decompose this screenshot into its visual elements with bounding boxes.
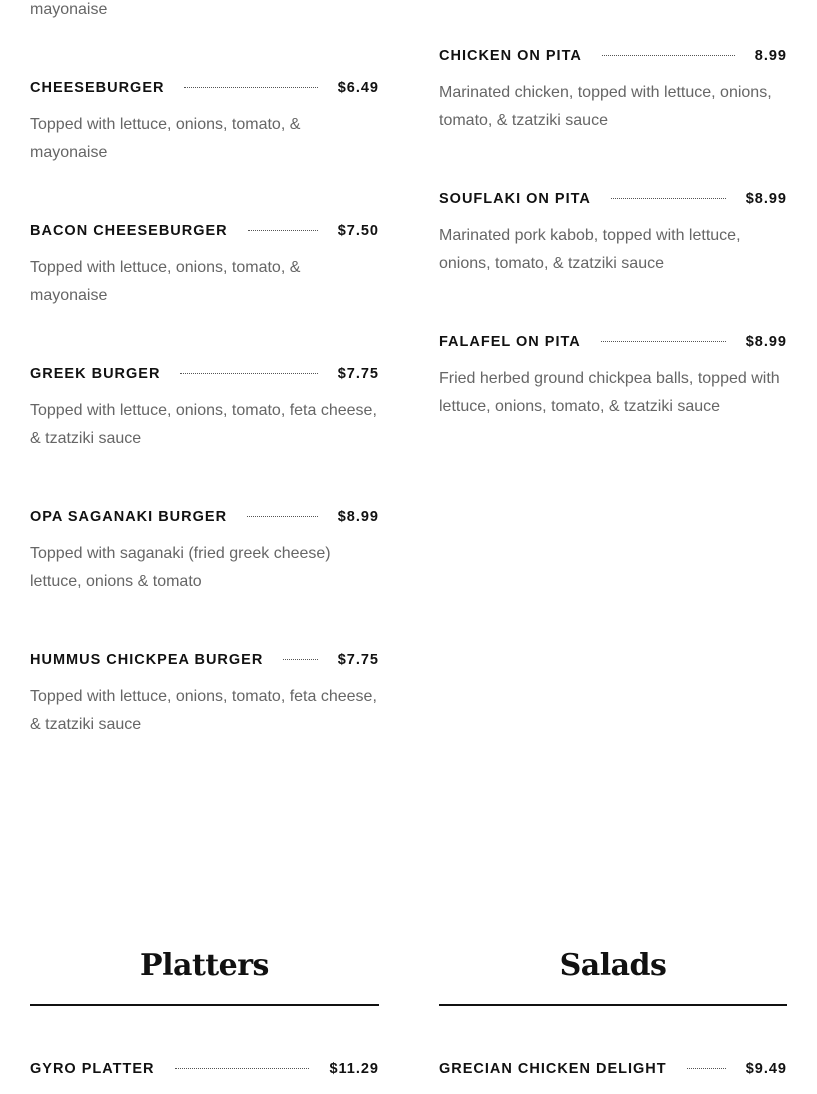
menu-item xyxy=(30,0,379,32)
menu-item-price: $8.99 xyxy=(337,509,379,525)
menu-item-description: Topped with lettuce, onions, tomato, & mayonaise xyxy=(30,259,301,304)
menu-item-price: $11.29 xyxy=(329,1061,379,1077)
menu-item-price: $7.75 xyxy=(337,652,379,668)
menu-item-description: Topped with lettuce, onions, tomato, & mayonaise xyxy=(30,116,301,161)
menu-item-description: Topped with saganaki (fried greek cheese) lettuce, onions & tomato xyxy=(30,545,331,590)
burgers-column xyxy=(30,0,379,747)
menu-item-name: GREEK BURGER xyxy=(30,366,161,382)
menu-item-price: $7.75 xyxy=(337,366,379,382)
dotted-leader xyxy=(247,516,318,517)
menu-item-description: Topped with lettuce, onions, tomato, feta cheese, & tzatziki sauce xyxy=(30,688,377,733)
dotted-leader xyxy=(180,373,317,374)
menu-item-name: CHEESEBURGER xyxy=(30,80,165,96)
dotted-leader xyxy=(601,341,726,342)
menu-item-price: $7.50 xyxy=(337,223,379,239)
dotted-leader xyxy=(687,1068,726,1069)
salads-divider xyxy=(439,1004,787,1006)
dotted-leader xyxy=(184,87,317,88)
platters-divider xyxy=(30,1004,379,1006)
menu-item-name: SOUFLAKI ON PITA xyxy=(439,191,591,207)
menu-item-name: CHICKEN ON PITA xyxy=(439,48,582,64)
menu-item-name: OPA SAGANAKI BURGER xyxy=(30,509,228,525)
menu-item-description: Marinated pork kabob, topped with lettuce, onions, tomato, & tzatziki sauce xyxy=(439,227,741,272)
salads-heading: Salads xyxy=(559,948,667,983)
menu-item xyxy=(30,318,379,461)
platters-heading: Platters xyxy=(140,948,269,983)
menu-item-price: $8.99 xyxy=(745,191,787,207)
salad-item xyxy=(439,1059,787,1079)
dotted-leader xyxy=(175,1068,310,1069)
menu-item xyxy=(30,604,379,747)
menu-item-name: BACON CHEESEBURGER xyxy=(30,223,228,239)
menu-item-price: $6.49 xyxy=(337,80,379,96)
menu-item-price: $8.99 xyxy=(745,334,787,350)
menu-item-name: GRECIAN CHICKEN DELIGHT xyxy=(439,1061,667,1077)
dotted-leader xyxy=(248,230,318,231)
platter-item xyxy=(30,1059,379,1079)
menu-item xyxy=(439,143,787,286)
menu-item xyxy=(30,175,379,318)
pitas-column xyxy=(439,0,787,429)
menu-item-description: mayonaise xyxy=(30,1,108,18)
menu-item-name: HUMMUS CHICKPEA BURGER xyxy=(30,652,264,668)
dotted-leader xyxy=(283,659,317,660)
dotted-leader xyxy=(611,198,726,199)
menu-item-description: Fried herbed ground chickpea balls, topped with lettuce, onions, tomato, & tzatziki sauce xyxy=(439,370,780,415)
dotted-leader xyxy=(602,55,735,56)
menu-item-price: $9.49 xyxy=(745,1061,787,1077)
menu-item xyxy=(439,286,787,429)
menu-item-description: Marinated chicken, topped with lettuce, onions, tomato, & tzatziki sauce xyxy=(439,84,772,129)
menu-item-name: FALAFEL ON PITA xyxy=(439,334,581,350)
menu-item-description: Topped with lettuce, onions, tomato, feta cheese, & tzatziki sauce xyxy=(30,402,377,447)
menu-item-price: 8.99 xyxy=(754,48,787,64)
menu-item xyxy=(30,461,379,604)
menu-item xyxy=(30,32,379,175)
menu-item-name: GYRO PLATTER xyxy=(30,1061,155,1077)
menu-item xyxy=(439,0,787,143)
